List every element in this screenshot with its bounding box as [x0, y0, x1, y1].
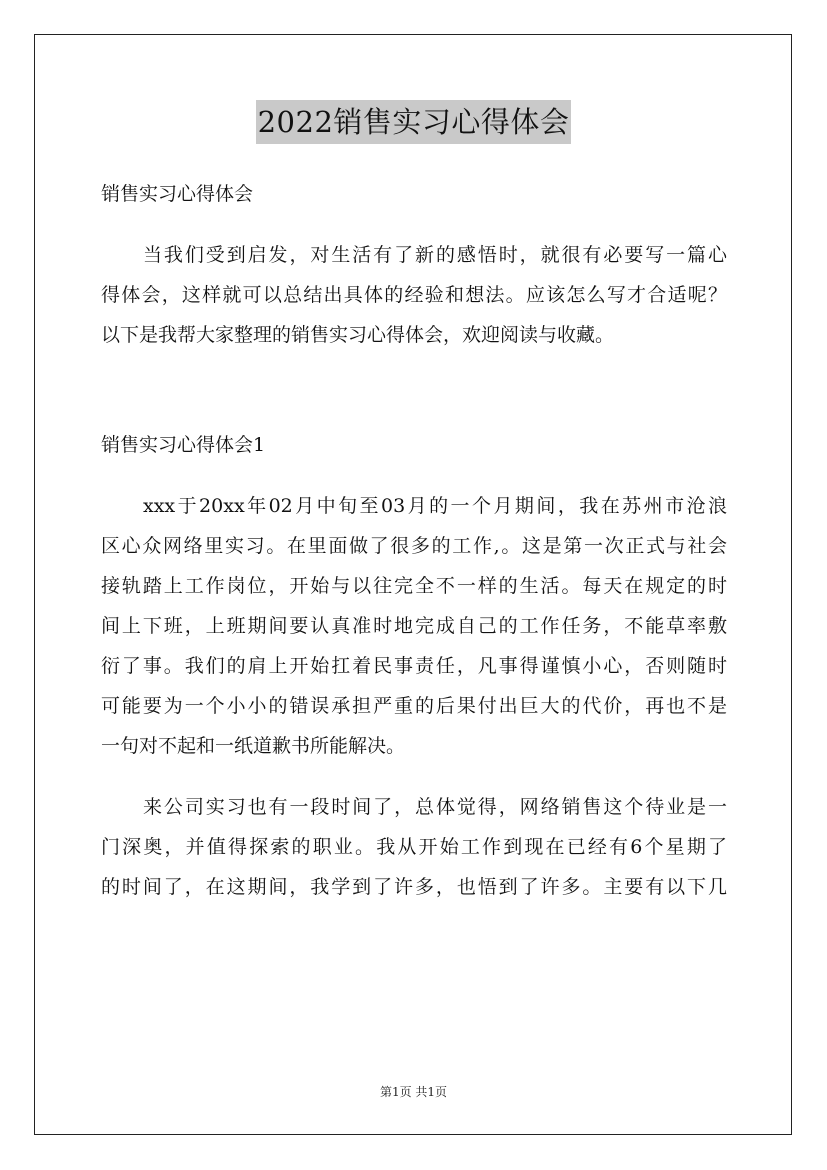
page-number-footer: 第1页 共1页 — [379, 1085, 448, 1099]
section-heading: 销售实习心得体会1 — [101, 434, 266, 456]
title-container — [0, 100, 827, 144]
paragraph-line: 区心众网络里实习。在里面做了很多的工作,。这是第一次正式与社会 — [101, 535, 727, 557]
paragraph-line: xxx于20xx年02月中旬至03月的一个月期间，我在苏州市沧浪 — [143, 495, 727, 517]
intro-line: 当我们受到启发，对生活有了新的感悟时，就很有必要写一篇心 — [143, 244, 727, 266]
paragraph-line: 衍了事。我们的肩上开始扛着民事责任，凡事得谨慎小心，否则随时 — [101, 655, 727, 677]
paragraph-1 — [101, 486, 727, 766]
paragraph-line: 来公司实习也有一段时间了，总体觉得，网络销售这个待业是一 — [143, 796, 727, 818]
paragraph-line: 的时间了，在这期间，我学到了许多，也悟到了许多。主要有以下几 — [101, 876, 727, 898]
paragraph-line: 门深奥，并值得探索的职业。我从开始工作到现在已经有6个星期了 — [101, 836, 727, 858]
paragraph-line: 可能要为一个小小的错误承担严重的后果付出巨大的代价，再也不是 — [101, 695, 727, 717]
document-body — [101, 174, 727, 907]
intro-line: 以下是我帮大家整理的销售实习心得体会，欢迎阅读与收藏。 — [101, 324, 615, 346]
intro-paragraph — [101, 235, 727, 355]
document-title: 2022销售实习心得体会 — [256, 100, 572, 144]
paragraph-line: 接轨踏上工作岗位，开始与以往完全不一样的生活。每天在规定的时 — [101, 575, 727, 597]
document-subtitle: 销售实习心得体会 — [101, 183, 254, 205]
intro-line: 得体会，这样就可以总结出具体的经验和想法。应该怎么写才合适呢？ — [101, 284, 727, 306]
paragraph-2 — [101, 787, 727, 907]
paragraph-line: 一句对不起和一纸道歉书所能解决。 — [101, 735, 406, 757]
paragraph-line: 间上下班，上班期间要认真准时地完成自己的工作任务，不能草率敷 — [101, 615, 727, 637]
